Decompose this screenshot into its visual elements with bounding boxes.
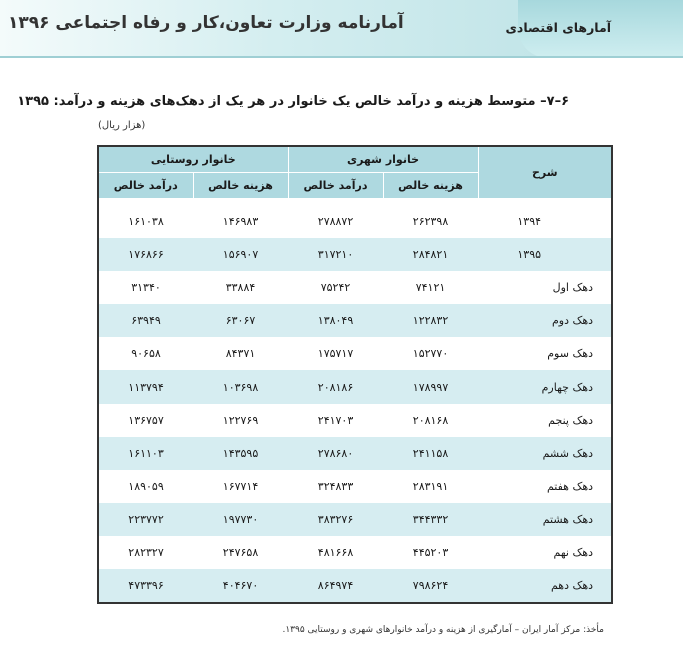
urban-cost-cell: ۱۵۲۷۷۰ — [412, 347, 449, 361]
urban-cost-cell: ۷۹۸۶۲۴ — [383, 569, 478, 603]
urban-income-cell: ۲۴۱۷۰۳ — [317, 413, 354, 427]
urban-income-cell: ۲۷۸۶۸۰ — [288, 437, 383, 470]
source-note: مأخذ: مرکز آمار ایران – آمارگیری از هزینه و درآمد خانوارهای شهری و روستایی ۱۳۹۵. — [282, 625, 604, 635]
rural-income-cell: ۲۸۲۳۲۷ — [128, 545, 164, 559]
row-label: دهک اول — [552, 281, 594, 295]
header-urban-cost: هزینه خالص — [383, 173, 478, 199]
table-row — [98, 503, 612, 536]
data-table — [97, 145, 613, 604]
table-row — [98, 238, 612, 271]
unit-label: (هزار ریال) — [98, 120, 146, 131]
rural-cost-cell: ۱۴۶۹۸۳ — [222, 215, 259, 229]
rural-cost-cell: ۱۰۳۶۹۸ — [193, 370, 288, 403]
rural-cost-cell: ۱۴۳۵۹۵ — [193, 437, 288, 470]
header-rural: خانوار روستایی — [98, 146, 288, 173]
row-label: دهک نهم — [553, 545, 594, 559]
row-label: دهک هشتم — [478, 503, 612, 536]
urban-income-cell: ۱۳۸۰۴۹ — [288, 304, 383, 337]
urban-cost-cell: ۲۰۸۱۶۸ — [412, 413, 449, 427]
rural-income-cell: ۱۳۶۷۵۷ — [128, 413, 164, 427]
rural-cost-cell: ۴۰۴۶۷۰ — [193, 569, 288, 603]
table-row — [98, 470, 612, 503]
header-divider — [0, 56, 683, 58]
urban-income-cell: ۸۶۴۹۷۴ — [288, 569, 383, 603]
table-row — [98, 370, 612, 403]
row-label: دهک سوم — [547, 347, 594, 361]
rural-cost-cell: ۸۴۳۷۱ — [225, 347, 256, 361]
urban-cost-cell: ۳۴۴۳۳۲ — [383, 503, 478, 536]
rural-income-cell: ۴۷۳۳۹۶ — [98, 569, 193, 603]
row-label: دهک پنجم — [548, 413, 594, 427]
rural-income-cell: ۶۳۹۴۹ — [98, 304, 193, 337]
row-label: دهک ششم — [478, 437, 612, 470]
urban-income-cell: ۲۰۸۱۸۶ — [288, 370, 383, 403]
publication-title: آمارنامه وزارت تعاون،کار و رفاه اجتماعی ۱۳۹۶ — [8, 13, 404, 33]
row-label: دهک دهم — [478, 569, 612, 603]
rural-income-cell: ۲۲۳۷۷۲ — [98, 503, 193, 536]
urban-income-cell: ۳۱۷۲۱۰ — [288, 238, 383, 271]
rural-income-cell: ۱۸۹۰۵۹ — [128, 479, 164, 493]
table-row — [98, 536, 612, 569]
header-rural-income: درآمد خالص — [98, 173, 193, 199]
table-row — [98, 304, 612, 337]
rural-cost-cell: ۱۶۷۷۱۴ — [222, 479, 259, 493]
row-label: ۱۳۹۵ — [478, 238, 612, 271]
rural-income-cell: ۱۶۱۰۳۸ — [128, 215, 164, 229]
urban-income-cell: ۴۸۱۶۶۸ — [317, 545, 354, 559]
urban-income-cell: ۲۷۸۸۷۲ — [317, 215, 354, 229]
table-row — [98, 569, 612, 603]
urban-cost-cell: ۱۲۲۸۳۲ — [383, 304, 478, 337]
rural-cost-cell: ۶۳۰۶۷ — [193, 304, 288, 337]
urban-cost-cell: ۷۴۱۲۱ — [415, 281, 446, 295]
rural-income-cell: ۱۱۳۷۹۴ — [98, 370, 193, 403]
section-tab — [505, 0, 683, 58]
table-row — [98, 271, 612, 304]
rural-cost-cell: ۱۵۶۹۰۷ — [193, 238, 288, 271]
urban-cost-cell: ۲۸۴۸۲۱ — [383, 238, 478, 271]
header-urban: خانوار شهری — [288, 146, 478, 173]
urban-income-cell: ۳۸۳۲۷۶ — [288, 503, 383, 536]
urban-income-cell: ۱۷۵۷۱۷ — [317, 347, 354, 361]
rural-income-cell: ۳۱۳۴۰ — [131, 281, 161, 295]
urban-cost-cell: ۱۷۸۹۹۷ — [383, 370, 478, 403]
urban-income-cell: ۳۲۴۸۳۳ — [317, 479, 354, 493]
urban-cost-cell: ۴۴۵۲۰۳ — [412, 545, 449, 559]
rural-income-cell: ۱۷۶۸۶۶ — [98, 238, 193, 271]
row-label: دهک دوم — [478, 304, 612, 337]
urban-cost-cell: ۲۶۲۳۹۸ — [412, 215, 449, 229]
rural-income-cell: ۱۶۱۱۰۳ — [98, 437, 193, 470]
urban-cost-cell: ۲۸۳۱۹۱ — [412, 479, 449, 493]
header-banner — [0, 0, 683, 58]
rural-income-cell: ۹۰۶۵۸ — [131, 347, 161, 361]
table-body — [98, 199, 612, 604]
row-label: ۱۳۹۴ — [517, 215, 542, 229]
section-label: آمارهای اقتصادی — [505, 20, 611, 35]
rural-cost-cell: ۳۳۸۸۴ — [225, 281, 256, 295]
row-label: دهک چهارم — [478, 370, 612, 403]
table-row — [98, 404, 612, 437]
row-label: دهک هفتم — [546, 479, 594, 493]
table-row — [98, 437, 612, 470]
table-row — [98, 205, 612, 238]
table-caption: ۶–۷– متوسط هزینه و درآمد خالص یک خانوار در هر یک از دهک‌های هزینه و درآمد: ۱۳۹۵ — [17, 94, 569, 109]
rural-cost-cell: ۱۲۲۷۶۹ — [222, 413, 259, 427]
rural-cost-cell: ۱۹۷۷۳۰ — [193, 503, 288, 536]
table-row — [98, 337, 612, 370]
header-rural-cost: هزینه خالص — [193, 173, 288, 199]
rural-cost-cell: ۲۴۷۶۵۸ — [222, 545, 259, 559]
header-sharh: شرح — [478, 146, 612, 199]
urban-cost-cell: ۲۴۱۱۵۸ — [383, 437, 478, 470]
header-urban-income: درآمد خالص — [288, 173, 383, 199]
urban-income-cell: ۷۵۲۴۲ — [320, 281, 351, 295]
